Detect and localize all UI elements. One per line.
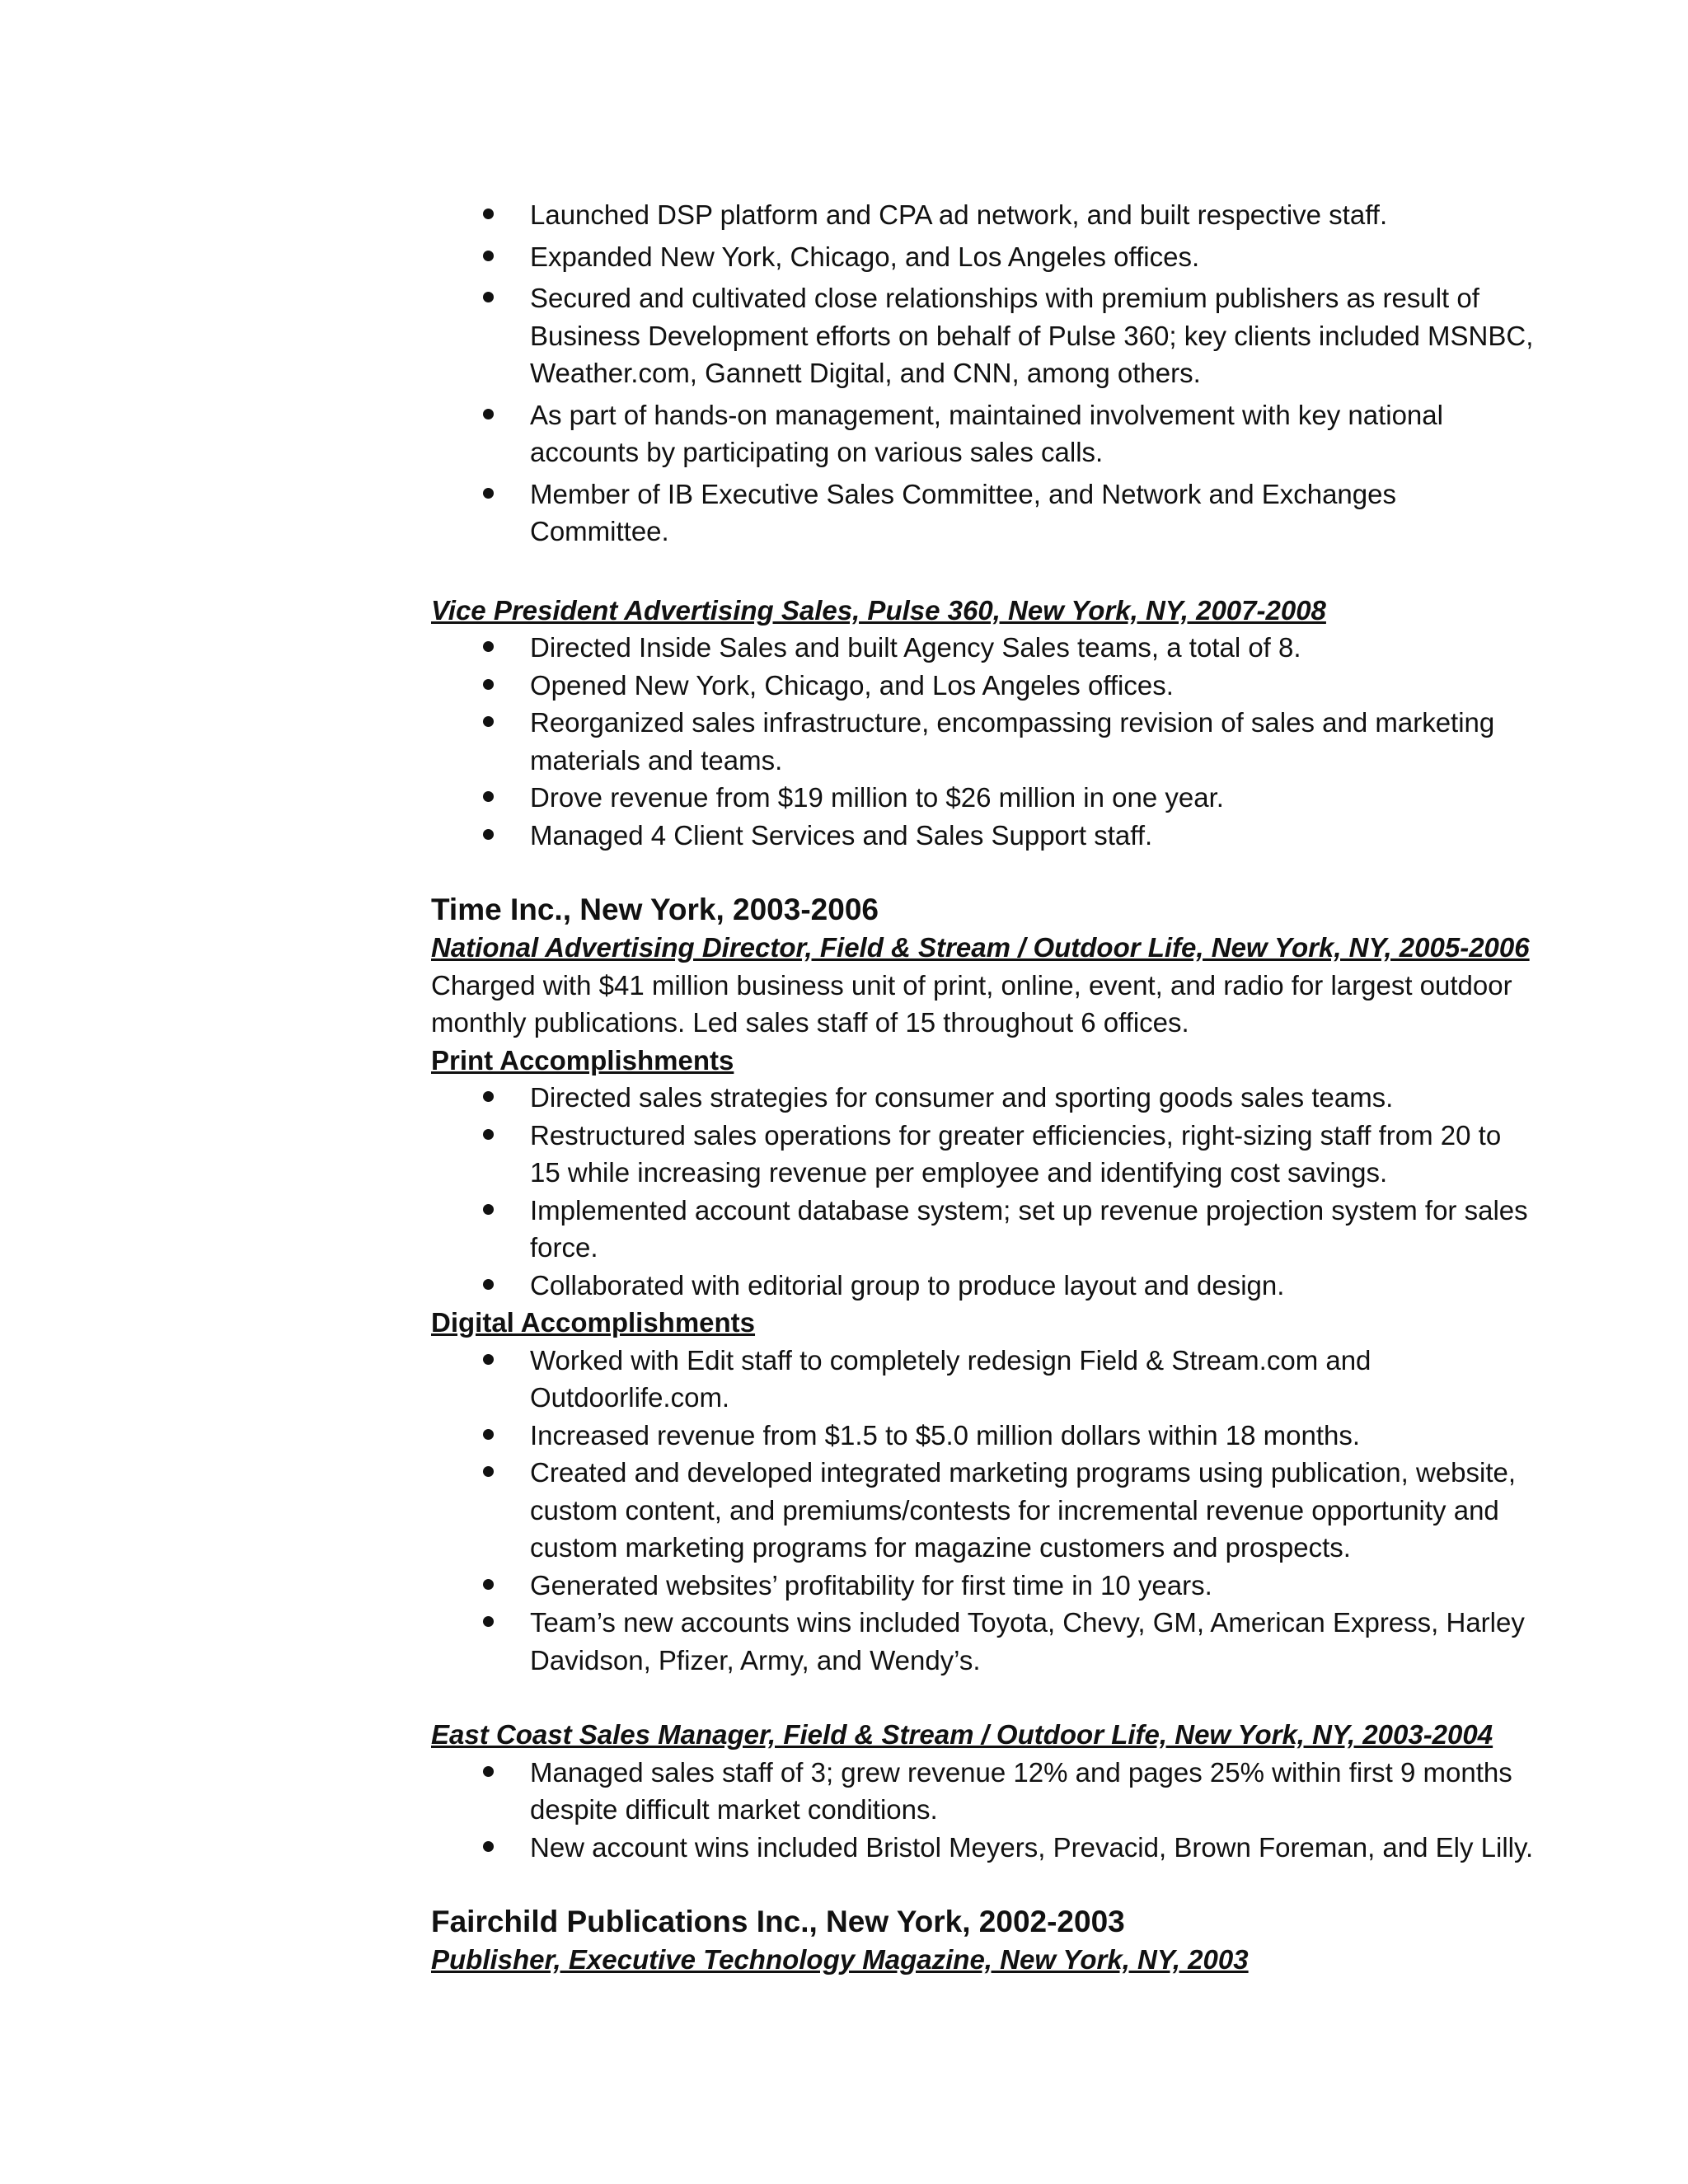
- bullet-text: Directed sales strategies for consumer and sporting goods sales teams.: [530, 1082, 1394, 1113]
- list-item: [530, 1117, 1536, 1192]
- list-item: [530, 1454, 1536, 1567]
- bullet-text: Implemented account database system; set up revenue projection system for sales force.: [530, 1194, 1528, 1263]
- list-item: [530, 476, 1536, 551]
- list-item: [530, 1342, 1536, 1417]
- bullet-text: Secured and cultivated close relationships with premium publishers as result of Business Development efforts on behalf of Pulse 360; key clients included MSNBC, Weather.com, Gannett Digital, and CNN, among others.: [530, 283, 1534, 388]
- list-item: [530, 279, 1536, 392]
- list-item: [530, 238, 1536, 276]
- bullet-icon: [483, 1354, 494, 1365]
- pulse-role-title: Vice President Advertising Sales, Pulse 360, New York, NY, 2007-2008: [431, 594, 1326, 626]
- bullet-text: As part of hands-on management, maintained involvement with key national accounts by participating on various sales calls.: [530, 399, 1443, 467]
- digital-accomplishments-heading: Digital Accomplishments: [431, 1307, 756, 1338]
- bullet-text: Team’s new accounts wins included Toyota, Chevy, GM, American Express, Harley Davidson, Pfizer, Army, and Wendy’s.: [530, 1607, 1525, 1675]
- bullet-icon: [483, 1429, 494, 1440]
- bullet-icon: [483, 1766, 494, 1777]
- bullet-icon: [483, 1129, 494, 1140]
- list-item: [530, 1754, 1536, 1829]
- bullet-icon: [483, 292, 494, 302]
- bullet-text: Reorganized sales infrastructure, encompassing revision of sales and marketing materials and teams.: [530, 707, 1495, 776]
- bullet-text: Worked with Edit staff to completely redesign Field & Stream.com and Outdoorlife.com.: [530, 1344, 1372, 1413]
- list-item: [530, 396, 1536, 471]
- pulse-bullet-list: [431, 629, 1536, 854]
- bullet-icon: [483, 1279, 494, 1290]
- bullet-icon: [483, 679, 494, 690]
- fairchild-role-title: Publisher, Executive Technology Magazine, New York, NY, 2003: [431, 1944, 1249, 1975]
- bullet-text: Directed Inside Sales and built Agency Sales teams, a total of 8.: [530, 632, 1301, 663]
- print-accomplishments-heading: Print Accomplishments: [431, 1044, 734, 1076]
- time-company-heading: Time Inc., New York, 2003-2006: [431, 893, 879, 926]
- list-item: [530, 1567, 1536, 1605]
- bullet-text: Created and developed integrated marketing programs using publication, website, custom content, and premiums/contests for incremental revenue opportunity and custom marketing programs for magazine customers and prospects.: [530, 1457, 1517, 1563]
- time-summary: Charged with $41 million business unit of print, online, event, and radio for largest outdoor monthly publications. Led sales staff of 15 throughout 6 offices.: [431, 969, 1512, 1038]
- bullet-text: Drove revenue from $19 million to $26 million in one year.: [530, 782, 1224, 813]
- bullet-icon: [483, 209, 494, 219]
- bullet-text: Managed 4 Client Services and Sales Support staff.: [530, 819, 1153, 851]
- list-item: [530, 1079, 1536, 1117]
- intro-bullet-list: [431, 196, 1536, 551]
- list-item: [530, 779, 1536, 817]
- list-item: [530, 667, 1536, 705]
- list-item: [530, 1417, 1536, 1455]
- bullet-text: Managed sales staff of 3; grew revenue 12% and pages 25% within first 9 months despite difficult market conditions.: [530, 1756, 1512, 1825]
- bullet-text: Opened New York, Chicago, and Los Angeles offices.: [530, 669, 1174, 701]
- list-item: [530, 704, 1536, 779]
- bullet-text: Launched DSP platform and CPA ad network, and built respective staff.: [530, 199, 1388, 230]
- resume-page: [431, 196, 1536, 1979]
- time-role-title: National Advertising Director, Field & Stream / Outdoor Life, New York, NY, 2005-2006: [431, 932, 1530, 963]
- list-item: [530, 1192, 1536, 1267]
- bullet-text: Collaborated with editorial group to produce layout and design.: [530, 1269, 1285, 1301]
- fairchild-company-heading: Fairchild Publications Inc., New York, 2002-2003: [431, 1905, 1125, 1938]
- bullet-text: Member of IB Executive Sales Committee, and Network and Exchanges Committee.: [530, 478, 1396, 546]
- bullet-text: Expanded New York, Chicago, and Los Angeles offices.: [530, 241, 1200, 272]
- bullet-icon: [483, 1616, 494, 1627]
- bullet-text: Generated websites’ profitability for first time in 10 years.: [530, 1569, 1212, 1601]
- bullet-icon: [483, 829, 494, 840]
- bullet-icon: [483, 409, 494, 419]
- bullet-icon: [483, 251, 494, 261]
- bullet-icon: [483, 1204, 494, 1215]
- east-coast-role-title: East Coast Sales Manager, Field & Stream / Outdoor Life, New York, NY, 2003-2004: [431, 1719, 1493, 1750]
- list-item: [530, 629, 1536, 667]
- list-item: [530, 1267, 1536, 1305]
- list-item: [530, 196, 1536, 234]
- bullet-icon: [483, 791, 494, 802]
- bullet-text: Restructured sales operations for greater efficiencies, right-sizing staff from 20 to 15 while increasing revenue per employee and identifying cost savings.: [530, 1119, 1502, 1188]
- print-bullet-list: [431, 1079, 1536, 1304]
- list-item: [530, 817, 1536, 855]
- digital-bullet-list: [431, 1342, 1536, 1680]
- bullet-icon: [483, 641, 494, 652]
- bullet-icon: [483, 716, 494, 727]
- bullet-icon: [483, 1579, 494, 1590]
- bullet-icon: [483, 1091, 494, 1102]
- bullet-icon: [483, 1841, 494, 1852]
- bullet-icon: [483, 1466, 494, 1477]
- bullet-icon: [483, 488, 494, 499]
- bullet-text: Increased revenue from $1.5 to $5.0 million dollars within 18 months.: [530, 1419, 1361, 1451]
- list-item: [530, 1604, 1536, 1679]
- bullet-text: New account wins included Bristol Meyers, Prevacid, Brown Foreman, and Ely Lilly.: [530, 1831, 1534, 1863]
- list-item: [530, 1829, 1536, 1867]
- east-coast-bullet-list: [431, 1754, 1536, 1867]
